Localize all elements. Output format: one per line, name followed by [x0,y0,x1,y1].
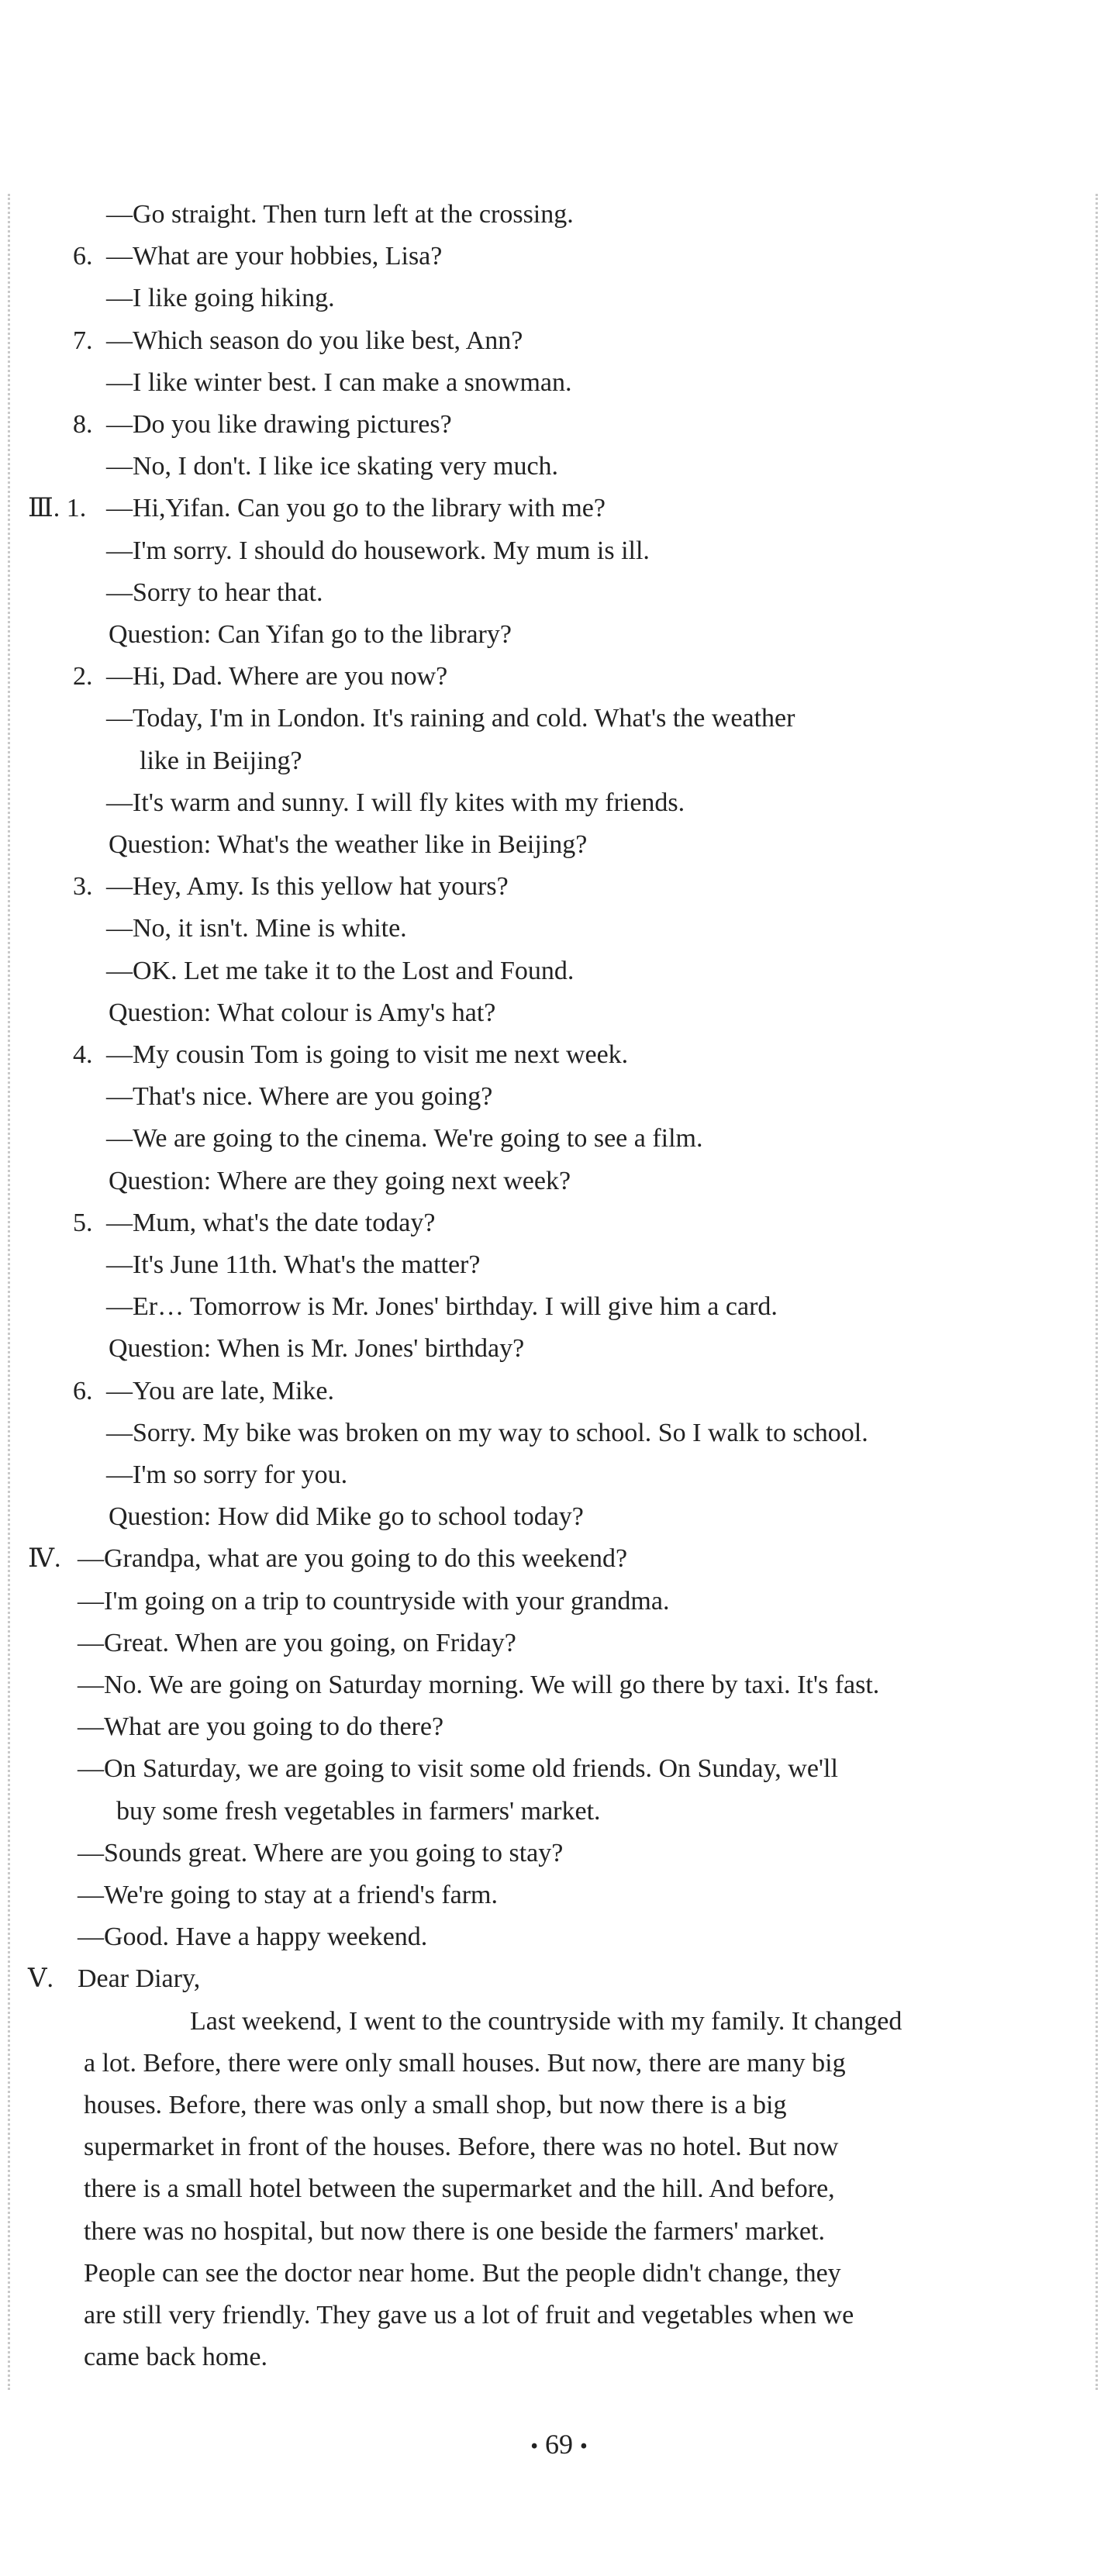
line-text: Question: When is Mr. Jones' birthday? [109,1334,525,1364]
line-text: —Sorry to hear that. [106,578,323,607]
page-number-dot-right: • [580,2434,588,2459]
line-text: came back home. [84,2343,267,2372]
line-text: buy some fresh vegetables in farmers' market. [116,1796,601,1826]
line-text: —It's June 11th. What's the matter? [106,1250,481,1279]
page-number-dot-left: • [530,2434,538,2459]
line-text: —Sorry. My bike was broken on my way to school. So I walk to school. [106,1418,868,1447]
line-text: —I'm so sorry for you. [106,1460,348,1489]
line-text: —Er… Tomorrow is Mr. Jones' birthday. I will give him a card. [106,1292,778,1322]
line-text: —My cousin Tom is going to visit me next week. [106,1040,629,1069]
line-text: —Grandpa, what are you going to do this weekend? [78,1544,628,1574]
line-text: there is a small hotel between the supermarket and the hill. And before, [84,2174,835,2204]
item-marker: Ⅲ. 1. [28,494,87,523]
item-marker: Ⅳ. [28,1544,61,1574]
line-text: —We are going to the cinema. We're going to see a film. [106,1124,703,1154]
item-marker: 8. [73,410,93,439]
line-text: Question: What's the weather like in Beijing? [109,830,588,859]
item-marker: 3. [73,872,93,902]
line-text: —OK. Let me take it to the Lost and Found. [106,956,575,985]
line-text: Question: How did Mike go to school today? [109,1502,584,1532]
line-text: —No, it isn't. Mine is white. [106,914,407,943]
line-text: —Mum, what's the date today? [106,1208,436,1237]
item-marker: Ⅴ. [28,1964,54,1994]
line-text: —Today, I'm in London. It's raining and cold. What's the weather [106,704,795,733]
item-marker: 7. [73,326,93,355]
line-text: a lot. Before, there were only small houses. But now, there are many big [84,2048,846,2078]
item-marker: 6. [73,242,93,271]
line-text: —I'm going on a trip to countryside with your grandma. [78,1586,670,1616]
line-text: houses. Before, there was only a small shop, but now there is a big [84,2091,787,2119]
line-text: —What are your hobbies, Lisa? [106,242,443,271]
line-text: Question: Can Yifan go to the library? [109,620,512,649]
line-text: —Hi,Yifan. Can you go to the library with me? [106,494,606,523]
item-marker: 6. [73,1376,93,1405]
line-text: —We're going to stay at a friend's farm. [78,1881,499,1909]
item-marker: 2. [73,662,93,691]
line-text: —Go straight. Then turn left at the crossing. [106,200,574,229]
page-number [0,2425,1118,2467]
line-text: —Do you like drawing pictures? [106,410,452,439]
line-text: —No, I don't. I like ice skating very much. [106,452,559,481]
line-text: —Hey, Amy. Is this yellow hat yours? [106,872,509,902]
right-binding-edge [1096,194,1098,2390]
line-text: there was no hospital, but now there is one beside the farmers' market. [84,2216,825,2246]
line-text: like in Beijing? [140,746,302,775]
page-number-value: 69 [545,2429,573,2460]
line-text: —Good. Have a happy weekend. [78,1923,428,1952]
left-binding-edge [8,194,10,2390]
line-text: Last weekend, I went to the countryside with my family. It changed [190,2006,902,2036]
line-text: —You are late, Mike. [106,1376,334,1405]
item-marker: 4. [73,1040,93,1069]
line-text: —It's warm and sunny. I will fly kites with my friends. [106,788,685,817]
line-text: —That's nice. Where are you going? [106,1082,493,1112]
line-text: —No. We are going on Saturday morning. We will go there by taxi. It's fast. [78,1671,880,1699]
line-text: People can see the doctor near home. But the people didn't change, they [84,2258,841,2288]
line-text: Question: What colour is Amy's hat? [109,998,496,1027]
line-text: —Which season do you like best, Ann? [106,326,523,355]
line-text: —What are you going to do there? [78,1712,444,1742]
line-text: —Great. When are you going, on Friday? [78,1628,516,1657]
line-text: —I'm sorry. I should do housework. My mum is ill. [106,536,650,565]
line-text: Question: Where are they going next week? [109,1166,571,1195]
item-marker: 5. [73,1208,93,1237]
line-text: —Hi, Dad. Where are you now? [106,662,448,691]
line-text: supermarket in front of the houses. Before, there was no hotel. But now [84,2133,839,2162]
line-text: are still very friendly. They gave us a lot of fruit and vegetables when we [84,2301,854,2329]
line-text: —I like winter best. I can make a snowman. [106,367,572,397]
line-text: Dear Diary, [78,1964,201,1994]
line-text: —I like going hiking. [106,284,335,313]
line-text: —On Saturday, we are going to visit some old friends. On Sunday, we'll [78,1754,838,1784]
line-text: —Sounds great. Where are you going to stay? [78,1838,564,1867]
